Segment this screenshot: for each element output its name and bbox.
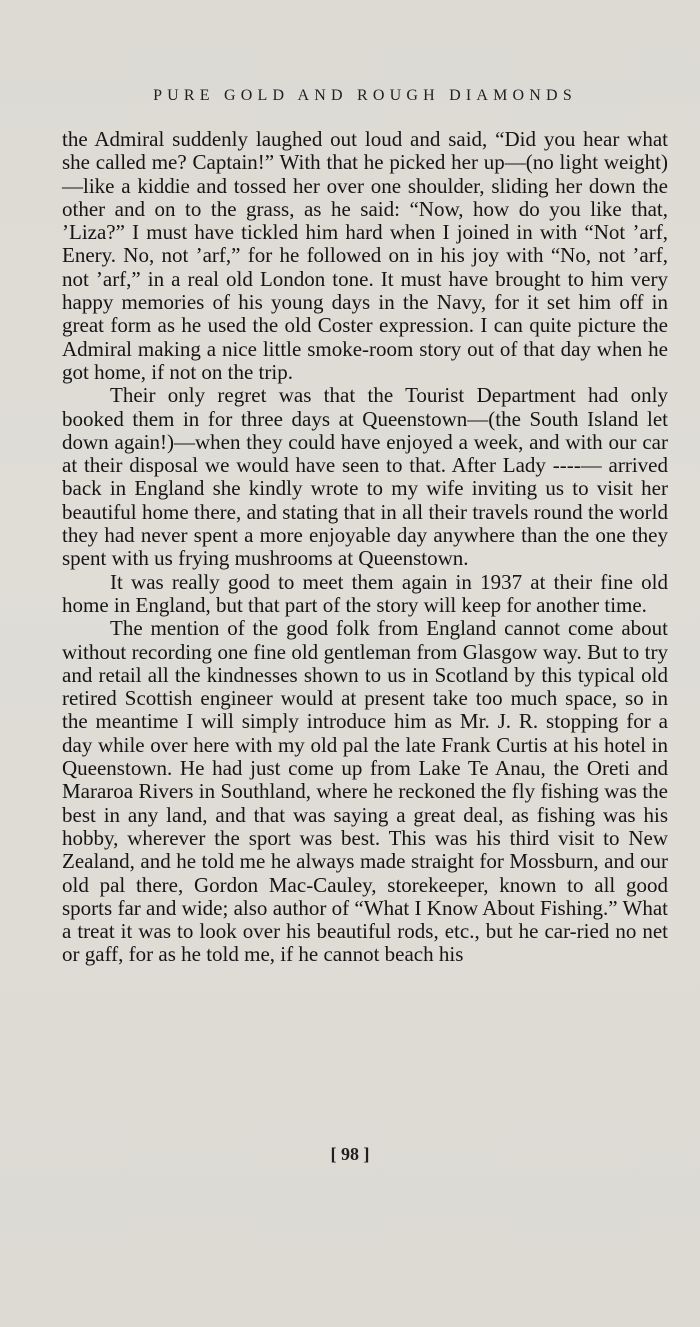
paragraph-2: Their only regret was that the Tourist Department had only booked them in for three days at Queenstown—(the South Island let down again!)—when they could have enjoyed a week, and with our car at their disposal we would have seen to that. After Lady ----— arrived back in England she kindly wrote to my wife inviting us to visit her beautiful home there, and stating that in all their travels round the world they had never spent a more enjoyable day anywhere than the one they spent with us frying mushrooms at Queenstown. [62,383,668,571]
paragraph-3: It was really good to meet them again in 1937 at their fine old home in England, but that part of the story will keep for another time. [62,569,668,617]
paragraph-4: The mention of the good folk from England cannot come about without recording one fine old gentleman from Glasgow way. But to try and retail all the kindnesses shown to us in Scotland by this typical old retired Scottish engineer would at present take too much space, so in the meantime I will simply introduce him as Mr. J. R. stopping for a day while over here with my old pal the late Frank Curtis at his hotel in Queenstown. He had just come up from Lake Te Anau, the Oreti and Mararoa Rivers in Southland, where he reckoned the fly fishing was the best in any land, and that was saying a great deal, as fishing was his hobby, wherever the sport was best. This was his third visit to New Zealand, and he told me he always made straight for Mossburn, and our old pal there, Gordon Mac-Cauley, storekeeper, known to all good sports far and wide; also author of “What I Know About Fishing.” What a treat it was to look over his beautiful rods, etc., but he car-ried no net or gaff, for as he told me, if he cannot beach his [62,616,668,967]
body-text [62,128,668,967]
paragraph-1: the Admiral suddenly laughed out loud and said, “Did you hear what she called me? Captain!” With that he picked her up—(no light weight)—like a kiddie and tossed her over one shoulder, sliding her down the other and on to the grass, as he said: “Now, how do you like that, ’Liza?” I must have tickled him hard when I joined in with “Not ’arf, Enery. No, not ’arf,” for he followed on in his joy with “No, not ’arf, not ’arf,” in a real old London tone. It must have brought to him very happy memories of his young days in the Navy, for it set him off in great form as he used the old Coster expression. I can quite picture the Admiral making a nice little smoke-room story out of that day when he got home, if not on the trip. [62,127,668,384]
page-number: [ 98 ] [330,1144,370,1164]
running-head: PURE GOLD AND ROUGH DIAMONDS [153,87,577,104]
